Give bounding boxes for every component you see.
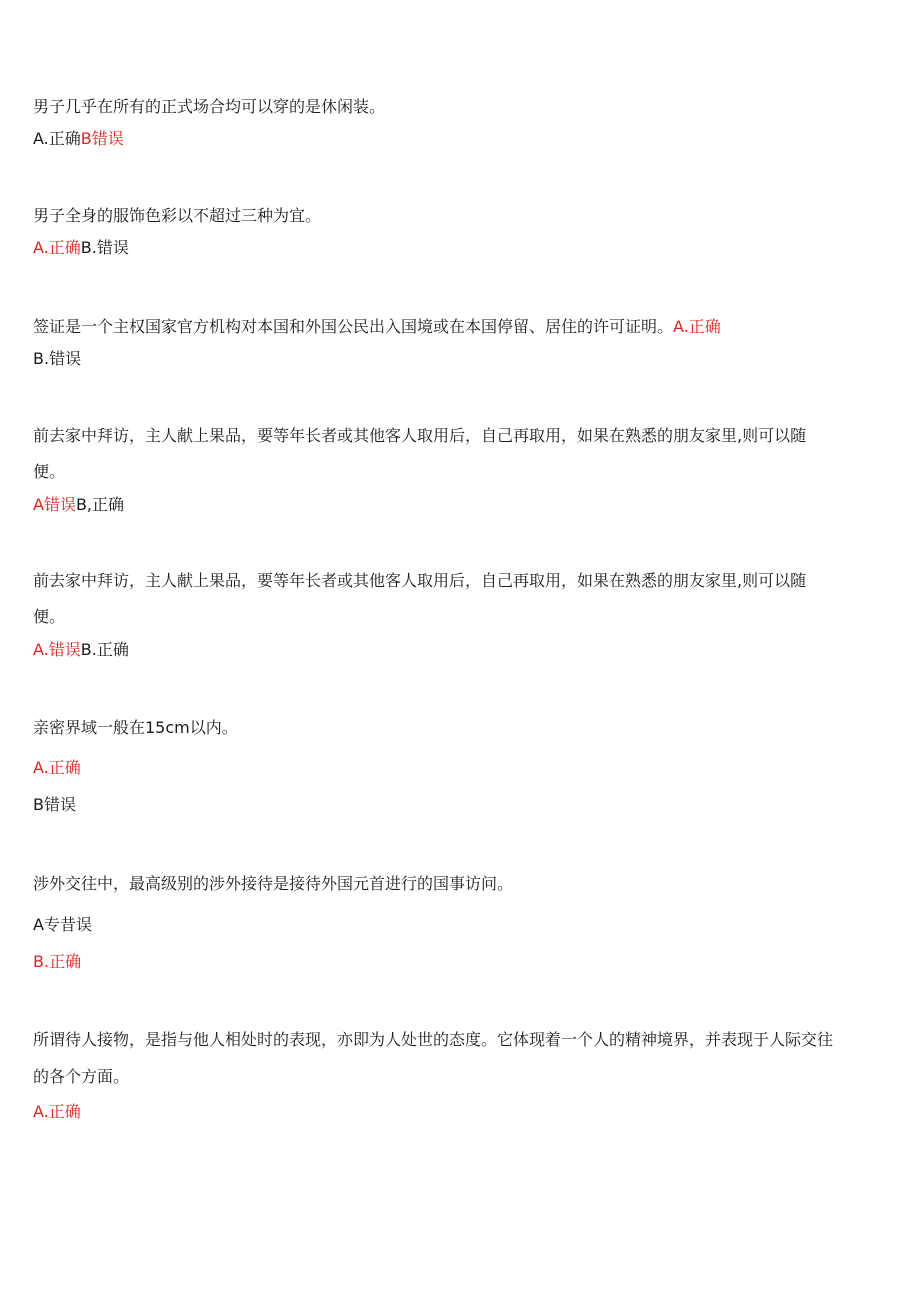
question-4-text-line2: 便。 [33, 462, 66, 481]
question-6-option-b: B错误 [33, 795, 76, 814]
question-5-option-b: B.正确 [80, 640, 129, 659]
question-2-options [33, 238, 129, 258]
question-5-text-line1: 前去家中拜访，主人献上果品，要等年长者或其他客人取用后，自己再取用，如果在熟悉的朋友家里,则可以随 [33, 571, 807, 590]
question-8-text-line1: 所谓待人接物，是指与他人相处时的表现，亦即为人处世的态度。它体现着一个人的精神境界，并表现于人际交往 [33, 1030, 834, 1049]
question-8-option-a: A.正确 [33, 1102, 81, 1121]
question-2-option-a: A.正确 [33, 238, 81, 257]
question-2-option-b: B.错误 [80, 238, 129, 257]
question-5-option-a: A.错误 [33, 640, 81, 659]
question-6-option-a: A.正确 [33, 758, 81, 777]
question-1-option-b: B错误 [80, 129, 124, 148]
question-7-text: 涉外交往中，最高级别的涉外接待是接待外国元首进行的国事访问。 [33, 874, 514, 893]
question-1-options [33, 129, 124, 149]
question-7-option-a: A专昔误 [33, 915, 92, 934]
question-2-text: 男子全身的服饰色彩以不超过三种为宜。 [33, 206, 322, 225]
question-7-option-b: B.正确 [33, 952, 82, 971]
question-1-text: 男子几乎在所有的正式场合均可以穿的是休闲装。 [33, 97, 386, 116]
question-6-text: 亲密界域一般在15cm以内。 [33, 718, 238, 737]
question-3-option-b: B.错误 [33, 349, 82, 368]
question-5-text-line2: 便。 [33, 607, 66, 626]
question-1-option-a: A.正确 [33, 129, 81, 148]
question-3-option-a: A.正确 [673, 317, 721, 336]
question-4-text-line1: 前去家中拜访，主人献上果品，要等年长者或其他客人取用后，自己再取用，如果在熟悉的朋友家里,则可以随 [33, 426, 807, 445]
question-8-text-line2: 的各个方面。 [33, 1067, 130, 1086]
question-4-option-a: A错误 [33, 495, 76, 514]
question-4-options [33, 495, 124, 515]
question-3-text-line [33, 317, 721, 337]
question-5-options [33, 640, 129, 660]
question-4-option-b: B,正确 [75, 495, 125, 514]
question-3-text: 签证是一个主权国家官方机构对本国和外国公民出入国境或在本国停留、居住的许可证明。 [33, 317, 674, 336]
